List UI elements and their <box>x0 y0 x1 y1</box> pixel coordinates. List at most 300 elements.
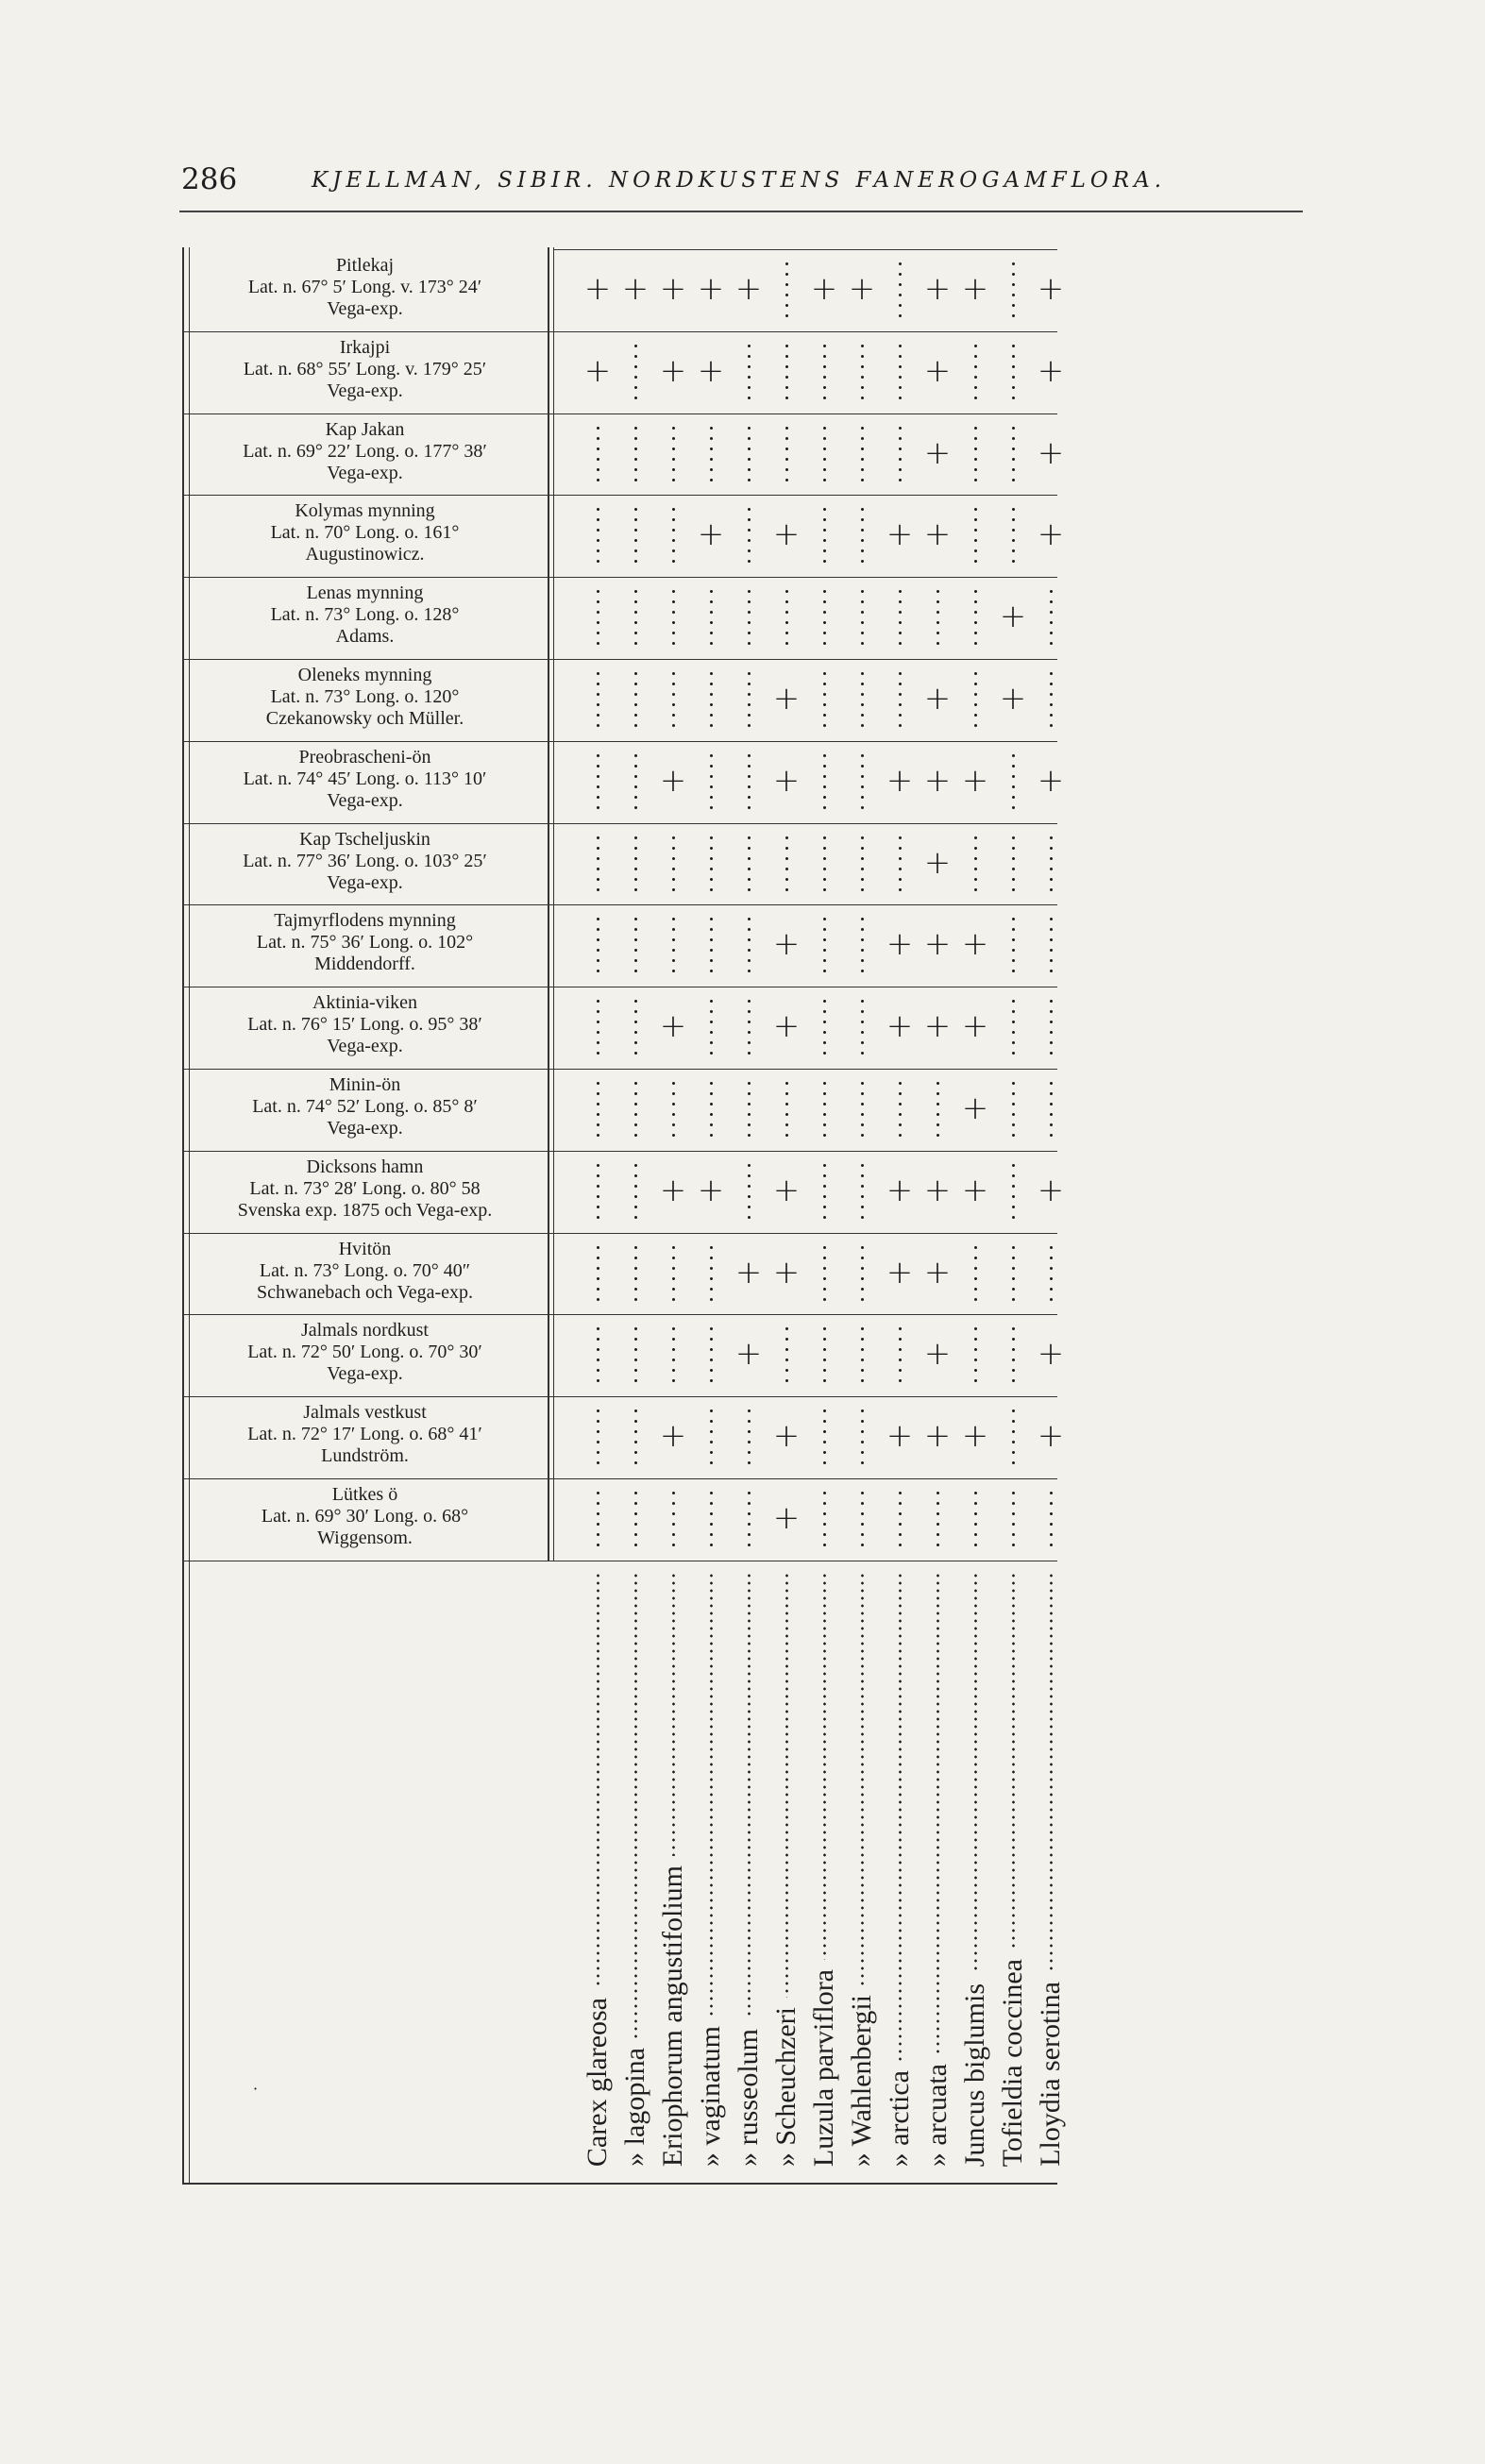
absence-dots <box>597 1160 599 1223</box>
absence-dots <box>823 668 826 731</box>
locality-source: Middendorff. <box>314 954 415 975</box>
absence-dots <box>597 1406 599 1468</box>
presence-cell <box>806 331 842 413</box>
absence-dots <box>899 668 902 731</box>
presence-cell <box>693 495 729 576</box>
absence-dots <box>899 1324 902 1386</box>
presence-cell <box>731 1478 767 1560</box>
locality-coords: Lat. n. 76° 15′ Long. o. 95° 38′ <box>247 1014 482 1036</box>
absence-dots <box>861 341 864 403</box>
presence-cell <box>806 249 842 330</box>
presence-mark: + <box>923 1417 952 1456</box>
locality-name: Minin-ön <box>329 1074 401 1095</box>
presence-cell <box>693 1233 729 1314</box>
absence-dots <box>710 914 713 976</box>
presence-cell <box>768 495 804 576</box>
absence-dots <box>785 586 788 649</box>
row-separator <box>184 1151 553 1152</box>
locality-label <box>184 910 546 991</box>
presence-cell <box>1033 577 1069 658</box>
locality-name: Pitlekaj <box>335 255 395 276</box>
absence-dots <box>823 1078 826 1140</box>
presence-cell <box>882 987 918 1068</box>
presence-mark: + <box>1037 270 1065 308</box>
absence-dots <box>634 586 637 649</box>
presence-mark: + <box>659 270 687 308</box>
presence-cell <box>768 1151 804 1232</box>
presence-cell <box>768 823 804 904</box>
presence-mark: + <box>886 1253 914 1291</box>
presence-cell <box>731 1314 767 1395</box>
absence-dots <box>823 423 826 485</box>
presence-cell <box>844 904 880 986</box>
leader-dots <box>748 1572 751 2019</box>
locality-name: Jalmals nordkust <box>301 1320 429 1342</box>
absence-dots <box>710 833 713 895</box>
absence-dots <box>597 1324 599 1386</box>
locality-source: Vega-exp. <box>327 298 403 319</box>
absence-dots <box>974 423 977 485</box>
absence-dots <box>748 751 751 813</box>
absence-dots <box>634 1160 637 1223</box>
presence-cell <box>580 904 616 986</box>
presence-cell <box>920 249 955 330</box>
presence-cell <box>920 987 955 1068</box>
locality-coords: Lat. n. 70° Long. o. 161° <box>270 522 460 544</box>
presence-cell <box>957 987 993 1068</box>
locality-name: Tajmyrflodens mynning <box>274 910 456 932</box>
absence-dots <box>1012 423 1015 485</box>
absence-dots <box>634 914 637 976</box>
absence-dots <box>634 341 637 403</box>
presence-cell <box>957 1069 993 1150</box>
presence-cell <box>844 741 880 822</box>
presence-mark: + <box>659 1007 687 1046</box>
locality-source: Czekanowsky och Müller. <box>265 708 464 729</box>
presence-cell <box>617 823 653 904</box>
locality-name: Dicksons hamn <box>306 1156 424 1177</box>
presence-cell <box>882 577 918 658</box>
absence-dots <box>1012 1324 1015 1386</box>
presence-cell <box>580 823 616 904</box>
presence-cell <box>617 1478 653 1560</box>
presence-mark: + <box>583 270 612 308</box>
presence-cell <box>806 741 842 822</box>
presence-mark: + <box>923 1007 952 1046</box>
presence-mark: + <box>810 270 838 308</box>
presence-cell <box>957 413 993 495</box>
presence-cell <box>617 1069 653 1150</box>
absence-dots <box>634 1078 637 1140</box>
species-column <box>1033 1572 1069 2167</box>
presence-mark: + <box>1037 1171 1065 1209</box>
presence-cell <box>693 249 729 330</box>
locality-label <box>184 1074 546 1156</box>
presence-mark: + <box>961 1417 989 1456</box>
presence-cell <box>1033 823 1069 904</box>
absence-dots <box>861 1324 864 1386</box>
presence-cell <box>693 1151 729 1232</box>
presence-cell <box>995 659 1031 740</box>
presence-cell <box>1033 659 1069 740</box>
presence-cell <box>1033 495 1069 576</box>
locality-source: Augustinowicz. <box>305 544 425 565</box>
presence-cell <box>844 1396 880 1477</box>
species-name: » Wahlenbergii <box>846 1994 877 2167</box>
presence-mark: + <box>923 680 952 717</box>
locality-coords: Lat. n. 72° 50′ Long. o. 70° 30′ <box>247 1342 482 1363</box>
presence-cell <box>957 1151 993 1232</box>
species-name: » lagopina <box>619 2048 650 2167</box>
presence-cell <box>844 495 880 576</box>
presence-cell <box>580 741 616 822</box>
row-separator <box>184 1069 553 1070</box>
absence-dots <box>899 1488 902 1550</box>
leader-dots <box>823 1572 826 1960</box>
absence-dots <box>785 1324 788 1386</box>
presence-cell <box>995 1151 1031 1232</box>
absence-dots <box>861 504 864 566</box>
presence-mark: + <box>923 515 952 554</box>
presence-cell <box>920 1069 955 1150</box>
presence-cell <box>655 1314 691 1395</box>
presence-cell <box>693 987 729 1068</box>
absence-dots <box>597 751 599 813</box>
presence-cell <box>1033 904 1069 986</box>
absence-dots <box>710 586 713 649</box>
absence-dots <box>823 1488 826 1550</box>
presence-mark: + <box>621 270 650 308</box>
presence-cell <box>806 577 842 658</box>
absence-dots <box>861 1242 864 1305</box>
presence-cell <box>693 904 729 986</box>
presence-cell <box>768 987 804 1068</box>
presence-mark: + <box>848 270 876 308</box>
absence-dots <box>974 586 977 649</box>
presence-cell <box>580 331 616 413</box>
absence-dots <box>672 914 675 976</box>
locality-coords: Lat. n. 72° 17′ Long. o. 68° 41′ <box>247 1424 482 1445</box>
presence-mark: + <box>923 270 952 308</box>
species-column <box>806 1572 842 2167</box>
absence-dots <box>974 1242 977 1305</box>
presence-cell <box>995 1233 1031 1314</box>
presence-cell <box>995 249 1031 330</box>
species-column <box>882 1572 918 2167</box>
absence-dots <box>672 1078 675 1140</box>
presence-cell <box>580 1478 616 1560</box>
locality-source: Wiggensom. <box>317 1527 413 1548</box>
absence-dots <box>974 833 977 895</box>
absence-dots <box>861 586 864 649</box>
species-column <box>920 1572 955 2167</box>
presence-cell <box>882 659 918 740</box>
presence-cell <box>693 1396 729 1477</box>
absence-dots <box>634 423 637 485</box>
absence-dots <box>634 1324 637 1386</box>
locality-label <box>184 500 546 582</box>
species-name: » Scheuchzeri <box>770 2006 802 2167</box>
presence-cell <box>957 249 993 330</box>
species-column <box>957 1572 993 2167</box>
presence-cell <box>580 1396 616 1477</box>
locality-source: Vega-exp. <box>327 1036 403 1057</box>
absence-dots <box>634 1488 637 1550</box>
presence-cell <box>882 741 918 822</box>
presence-cell <box>1033 1478 1069 1560</box>
locality-coords: Lat. n. 67° 5′ Long. v. 173° 24′ <box>247 277 482 297</box>
presence-mark: + <box>886 925 914 964</box>
absence-dots <box>672 1324 675 1386</box>
presence-cell <box>768 577 804 658</box>
locality-label <box>184 1239 546 1320</box>
presence-mark: + <box>659 761 687 800</box>
presence-cell <box>995 577 1031 658</box>
presence-cell <box>806 659 842 740</box>
leader-dots <box>937 1572 939 2054</box>
absence-dots <box>861 1078 864 1140</box>
presence-cell <box>731 1396 767 1477</box>
presence-cell <box>882 1069 918 1150</box>
presence-cell <box>806 495 842 576</box>
presence-cell <box>655 495 691 576</box>
presence-cell <box>655 331 691 413</box>
presence-mark: + <box>1037 515 1065 554</box>
absence-dots <box>823 1242 826 1305</box>
presence-cell <box>617 1233 653 1314</box>
presence-cell <box>806 987 842 1068</box>
presence-mark: + <box>923 1253 952 1291</box>
presence-cell <box>1033 1151 1069 1232</box>
row-separator <box>184 741 553 742</box>
species-name: » arcuata <box>921 2063 953 2167</box>
absence-dots <box>672 504 675 566</box>
presence-cell <box>655 577 691 658</box>
absence-dots <box>937 1488 939 1550</box>
locality-label <box>184 1320 546 1401</box>
presence-cell <box>844 1478 880 1560</box>
absence-dots <box>748 833 751 895</box>
absence-dots <box>1012 996 1015 1058</box>
presence-cell <box>731 904 767 986</box>
presence-mark: + <box>923 351 952 390</box>
presence-cell <box>882 1478 918 1560</box>
presence-mark: + <box>734 1335 763 1374</box>
presence-mark: + <box>923 1335 952 1374</box>
presence-cell <box>617 413 653 495</box>
presence-cell <box>731 1233 767 1314</box>
absence-dots <box>748 1406 751 1468</box>
leader-dots <box>1050 1572 1053 1972</box>
running-title: KJELLMAN, SIBIR. NORDKUSTENS FANEROGAMFLORA. <box>312 168 1167 193</box>
species-name: Carex glareosa <box>582 1997 613 2167</box>
presence-cell <box>617 331 653 413</box>
presence-cell <box>768 413 804 495</box>
presence-cell <box>768 659 804 740</box>
presence-cell <box>957 741 993 822</box>
absence-dots <box>1050 996 1053 1058</box>
presence-cell <box>957 495 993 576</box>
presence-cell <box>844 1151 880 1232</box>
absence-dots <box>861 914 864 976</box>
presence-cell <box>882 249 918 330</box>
presence-mark: + <box>961 1171 989 1209</box>
presence-cell <box>1033 1069 1069 1150</box>
absence-dots <box>937 586 939 649</box>
presence-mark: + <box>923 761 952 800</box>
presence-cell <box>844 577 880 658</box>
row-separator <box>184 331 553 332</box>
leader-dots <box>634 1572 637 2038</box>
locality-source: Lundström. <box>321 1445 409 1467</box>
presence-cell <box>957 1478 993 1560</box>
presence-cell <box>655 1069 691 1150</box>
absence-dots <box>748 914 751 976</box>
presence-cell <box>995 331 1031 413</box>
presence-mark: + <box>961 270 989 308</box>
absence-dots <box>861 423 864 485</box>
presence-mark: + <box>886 1007 914 1046</box>
presence-cell <box>882 823 918 904</box>
presence-mark: + <box>659 1171 687 1209</box>
absence-dots <box>974 668 977 731</box>
locality-coords: Lat. n. 73° Long. o. 70° 40″ <box>259 1259 471 1281</box>
presence-cell <box>768 1478 804 1560</box>
presence-cell <box>920 1314 955 1395</box>
presence-mark: + <box>1037 761 1065 800</box>
absence-dots <box>1012 751 1015 813</box>
label-divider-inner <box>553 247 554 1561</box>
presence-cell <box>995 413 1031 495</box>
row-separator <box>184 1396 553 1397</box>
absence-dots <box>823 1160 826 1223</box>
presence-mark: + <box>772 515 801 554</box>
presence-cell <box>580 249 616 330</box>
absence-dots <box>1012 1242 1015 1305</box>
locality-source: Vega-exp. <box>327 1118 403 1139</box>
presence-cell <box>655 1151 691 1232</box>
species-name: Luzula parviflora <box>808 1968 839 2167</box>
presence-cell <box>580 413 616 495</box>
presence-cell <box>882 495 918 576</box>
presence-cell <box>580 987 616 1068</box>
presence-cell <box>655 904 691 986</box>
presence-cell <box>844 1314 880 1395</box>
absence-dots <box>672 1488 675 1550</box>
locality-name: Kolymas mynning <box>295 500 435 522</box>
presence-cell <box>882 331 918 413</box>
absence-dots <box>672 668 675 731</box>
locality-source: Vega-exp. <box>327 1363 403 1385</box>
presence-cell <box>693 1314 729 1395</box>
presence-cell <box>920 1151 955 1232</box>
locality-name: Lütkes ö <box>331 1484 398 1505</box>
absence-dots <box>672 586 675 649</box>
presence-cell <box>655 823 691 904</box>
presence-cell <box>844 413 880 495</box>
presence-mark: + <box>923 433 952 472</box>
presence-mark: + <box>999 598 1027 636</box>
presence-cell <box>920 659 955 740</box>
absence-dots <box>710 1324 713 1386</box>
absence-dots <box>1012 1160 1015 1223</box>
presence-cell <box>693 1069 729 1150</box>
presence-cell <box>655 1233 691 1314</box>
absence-dots <box>710 751 713 813</box>
presence-mark: + <box>697 351 725 390</box>
locality-label <box>184 829 546 910</box>
presence-cell <box>957 1233 993 1314</box>
presence-cell <box>995 741 1031 822</box>
leader-dots <box>597 1572 599 1988</box>
locality-name: Hvitön <box>338 1238 392 1259</box>
presence-mark: + <box>772 761 801 800</box>
presence-mark: + <box>772 1417 801 1456</box>
presence-cell <box>806 1233 842 1314</box>
absence-dots <box>748 423 751 485</box>
absence-dots <box>785 833 788 895</box>
presence-mark: + <box>999 680 1027 717</box>
absence-dots <box>974 1324 977 1386</box>
leader-dots <box>785 1572 788 1998</box>
row-separator <box>184 495 553 496</box>
presence-cell <box>844 659 880 740</box>
absence-dots <box>710 1078 713 1140</box>
absence-dots <box>974 341 977 403</box>
presence-cell <box>617 1396 653 1477</box>
presence-cell <box>1033 1314 1069 1395</box>
presence-mark: + <box>697 515 725 554</box>
presence-cell <box>806 413 842 495</box>
presence-cell <box>844 1233 880 1314</box>
absence-dots <box>823 586 826 649</box>
presence-cell <box>957 1314 993 1395</box>
row-separator <box>184 1233 553 1234</box>
presence-cell <box>957 331 993 413</box>
presence-cell <box>920 823 955 904</box>
presence-cell <box>731 987 767 1068</box>
presence-cell <box>655 1478 691 1560</box>
locality-label <box>184 255 546 336</box>
presence-cell <box>920 331 955 413</box>
locality-coords: Lat. n. 73° Long. o. 120° <box>270 686 460 707</box>
absence-dots <box>1050 1488 1053 1550</box>
absence-dots <box>823 504 826 566</box>
absence-dots <box>748 668 751 731</box>
absence-dots <box>710 423 713 485</box>
presence-mark: + <box>772 1253 801 1291</box>
absence-dots <box>748 341 751 403</box>
label-divider <box>548 247 549 1561</box>
presence-cell <box>1033 741 1069 822</box>
presence-cell <box>995 1069 1031 1150</box>
presence-cell <box>806 823 842 904</box>
presence-cell <box>882 1233 918 1314</box>
presence-cell <box>731 249 767 330</box>
species-name: » arctica <box>884 2069 915 2167</box>
absence-dots <box>785 341 788 403</box>
locality-name: Preobrascheni-ön <box>298 746 431 768</box>
absence-dots <box>748 996 751 1058</box>
presence-cell <box>920 741 955 822</box>
presence-cell <box>882 1396 918 1477</box>
locality-coords: Lat. n. 74° 45′ Long. o. 113° 10′ <box>243 768 487 789</box>
absence-dots <box>672 423 675 485</box>
species-column <box>693 1572 729 2167</box>
locality-name: Jalmals vestkust <box>303 1402 427 1424</box>
presence-cell <box>920 1233 955 1314</box>
presence-mark: + <box>772 925 801 964</box>
